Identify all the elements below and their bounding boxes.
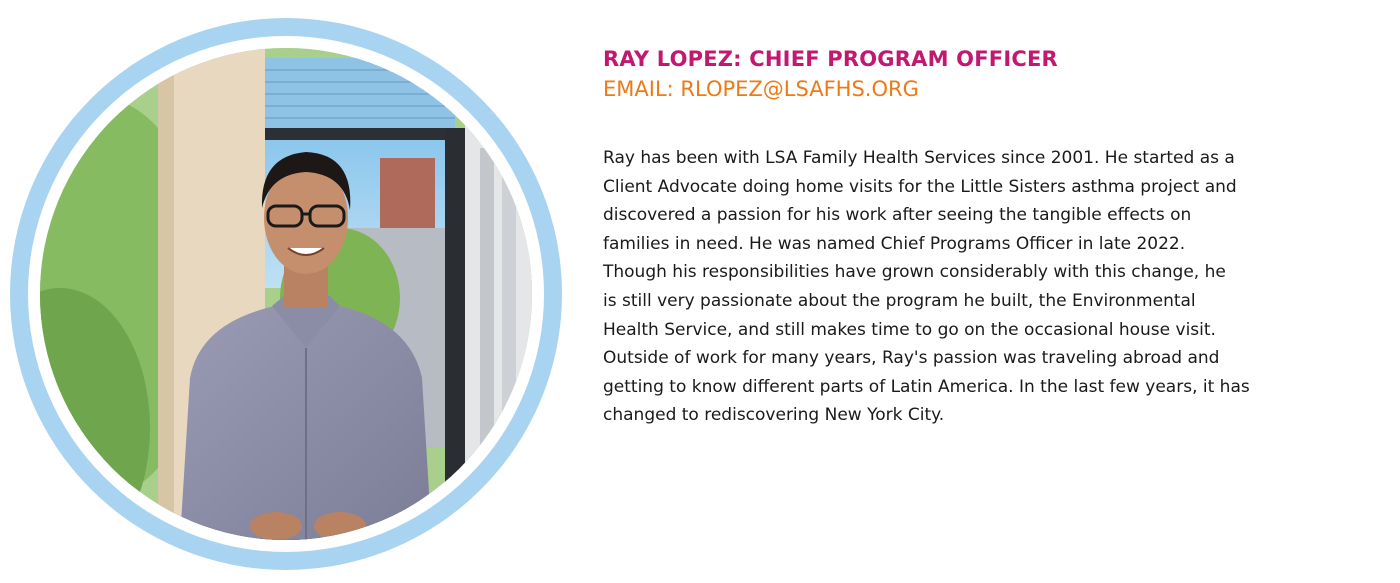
name-title: RAY LOPEZ: CHIEF PROGRAM OFFICER <box>603 47 1058 71</box>
bio-line: is still very passionate about the program he built, the Environmental <box>603 290 1196 311</box>
bio-line: getting to know different parts of Latin America. In the last few years, it has <box>603 376 1250 397</box>
bio-line: discovered a passion for his work after seeing the tangible effects on <box>603 205 1192 226</box>
bio-line: families in need. He was named Chief Programs Officer in late 2022. <box>603 233 1186 254</box>
bio-line: Though his responsibilities have grown considerably with this change, he <box>603 262 1226 283</box>
portrait-illustration <box>40 48 532 540</box>
email-line: EMAIL: RLOPEZ@LSAFHS.ORG <box>603 77 919 101</box>
portrait-inner-ring <box>28 36 544 552</box>
bio-section <box>603 44 1383 430</box>
portrait-frame <box>10 18 562 570</box>
bio-line: Ray has been with LSA Family Health Services since 2001. He started as a <box>603 148 1235 168</box>
bio-paragraph <box>603 144 1383 430</box>
bio-line: Outside of work for many years, Ray's passion was traveling abroad and <box>603 348 1220 369</box>
bio-line: Client Advocate doing home visits for the Little Sisters asthma project and <box>603 176 1237 197</box>
bio-line: Health Service, and still makes time to go on the occasional house visit. <box>603 319 1216 340</box>
portrait-photo <box>40 48 532 540</box>
bio-line: changed to rediscovering New York City. <box>603 405 945 426</box>
